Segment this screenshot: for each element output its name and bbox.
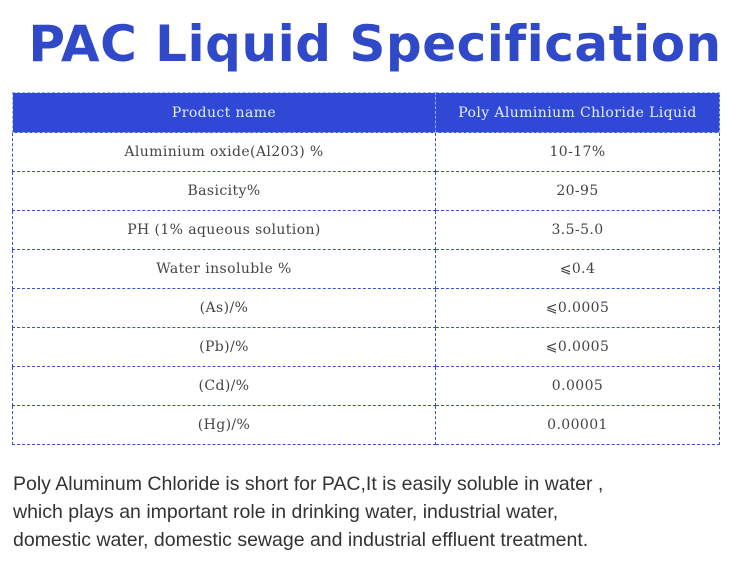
- value-cell: 0.00001: [436, 406, 720, 445]
- value-cell: ⩽0.4: [436, 250, 720, 289]
- parameter-cell: PH (1% aqueous solution): [13, 211, 436, 250]
- table-row: [13, 289, 720, 328]
- table-row: [13, 367, 720, 406]
- table-row: [13, 172, 720, 211]
- value-cell: 10-17%: [436, 133, 720, 172]
- table-row: [13, 211, 720, 250]
- parameter-cell: (Cd)/%: [13, 367, 436, 406]
- parameter-cell: Basicity%: [13, 172, 436, 211]
- table-row: [13, 133, 720, 172]
- parameter-cell: (Hg)/%: [13, 406, 436, 445]
- table-row: [13, 328, 720, 367]
- table-row: [13, 250, 720, 289]
- value-cell: 3.5-5.0: [436, 211, 720, 250]
- parameter-cell: (As)/%: [13, 289, 436, 328]
- description-line: Poly Aluminum Chloride is short for PAC,It is easily soluble in water ,: [13, 473, 604, 495]
- description-line: which plays an important role in drinking water, industrial water,: [13, 501, 559, 523]
- column-header-product: Poly Aluminium Chloride Liquid: [436, 93, 720, 133]
- column-header-product-name: Product name: [13, 93, 436, 133]
- description-paragraph: [13, 470, 743, 554]
- specification-table: [12, 92, 720, 445]
- value-cell: ⩽0.0005: [436, 328, 720, 367]
- value-cell: 20-95: [436, 172, 720, 211]
- parameter-cell: Aluminium oxide(Al203) %: [13, 133, 436, 172]
- description-line: domestic water, domestic sewage and industrial effluent treatment.: [13, 529, 589, 551]
- table-row: [13, 406, 720, 445]
- value-cell: 0.0005: [436, 367, 720, 406]
- table-header-row: [13, 93, 720, 133]
- parameter-cell: (Pb)/%: [13, 328, 436, 367]
- page-title: PAC Liquid Specification: [28, 15, 722, 73]
- parameter-cell: Water insoluble %: [13, 250, 436, 289]
- value-cell: ⩽0.0005: [436, 289, 720, 328]
